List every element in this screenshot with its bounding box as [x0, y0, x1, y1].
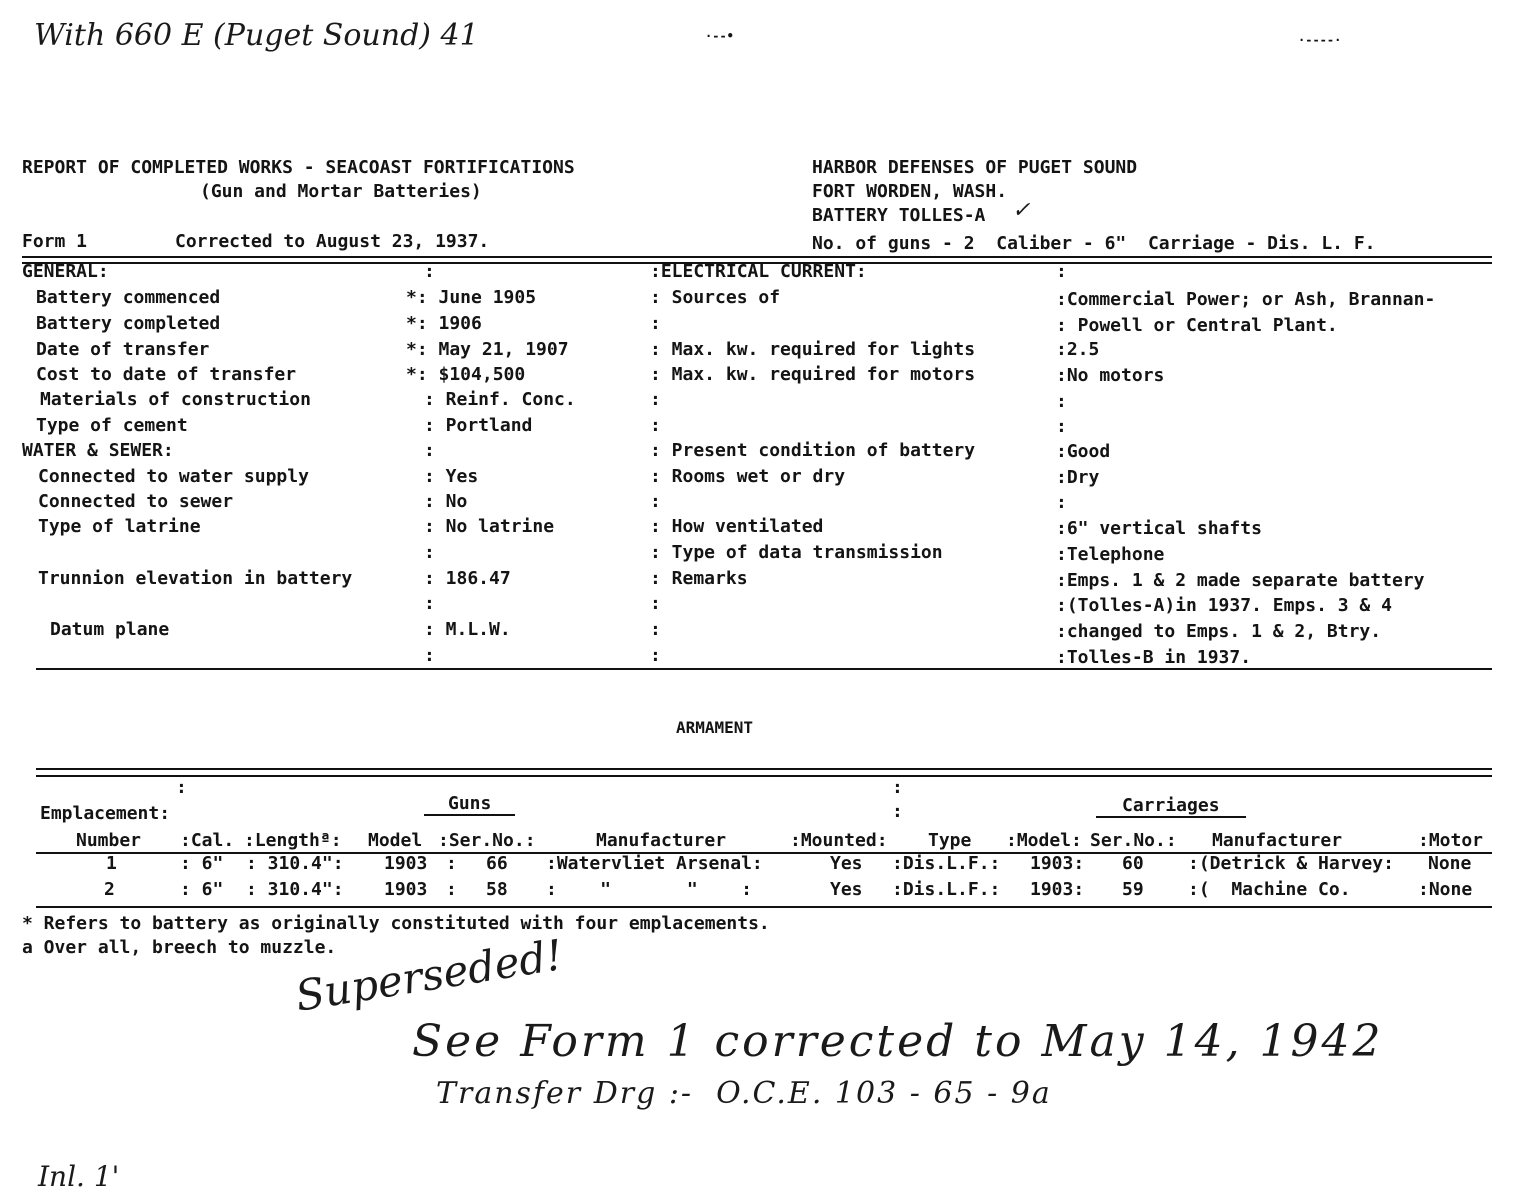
electrical-label: :	[650, 619, 661, 640]
general-value: *: 1906	[406, 313, 482, 334]
form-number: Form 1	[22, 231, 88, 252]
row1-type: :Dis.L.F.:	[892, 853, 1001, 874]
row1-number: 1	[106, 853, 117, 874]
check-mark: ✓	[1012, 198, 1031, 223]
electrical-label: :	[650, 645, 661, 666]
armament-heading: ARMAMENT	[676, 718, 754, 737]
handwritten-transfer-drawing: Transfer Drg :- O.C.E. 103 - 65 - 9a	[436, 1076, 1052, 1111]
electrical-value: :Dry	[1056, 467, 1100, 488]
col-header-manufacturer: Manufacturer	[596, 830, 727, 851]
row2-length: : 310.4":	[246, 879, 344, 900]
electrical-value: : Powell or Central Plant.	[1056, 315, 1338, 336]
separator: :	[446, 853, 457, 874]
electrical-label: :	[650, 593, 661, 614]
row1-cal: : 6"	[180, 853, 224, 874]
separator: :	[424, 645, 435, 666]
row1-carriage-model: 1903:	[1030, 853, 1085, 874]
footnote-star: * Refers to battery as originally constituted with four emplacements.	[22, 913, 770, 934]
armament-top-rule	[36, 775, 1492, 777]
col-header-carriage-manufacturer: Manufacturer	[1212, 830, 1343, 851]
electrical-value: :Commercial Power; or Ash, Brannan-	[1056, 289, 1436, 310]
general-value: *: June 1905	[406, 287, 537, 308]
electrical-value: :Telephone	[1056, 544, 1165, 565]
general-value: *: May 21, 1907	[406, 339, 569, 360]
electrical-value: :Tolles-B in 1937.	[1056, 647, 1252, 668]
emplacement-header: Emplacement:	[40, 803, 171, 824]
fort-name: FORT WORDEN, WASH.	[812, 181, 1008, 202]
row1-carriage-manufacturer: :(Detrick & Harvey:	[1188, 853, 1394, 874]
water-value: : Yes	[424, 466, 479, 487]
general-heading: GENERAL:	[22, 261, 109, 282]
guns-caliber-carriage: No. of guns - 2 Caliber - 6" Carriage - Dis. L. F.	[812, 233, 1376, 254]
row1-manufacturer: :Watervliet Arsenal:	[546, 853, 763, 874]
section-bottom-rule	[36, 668, 1492, 670]
corrected-date: Corrected to August 23, 1937.	[175, 231, 490, 252]
header-rule	[22, 256, 1492, 258]
general-value: : Reinf. Conc.	[424, 389, 576, 410]
row2-number: 2	[104, 879, 115, 900]
general-value: : Portland	[424, 415, 533, 436]
water-value: : No latrine	[424, 516, 555, 537]
water-value: : No	[424, 491, 468, 512]
col-header-serno: :Ser.No.:	[438, 830, 536, 851]
carriages-group-header: Carriages	[1096, 796, 1246, 818]
water-label: Type of latrine	[38, 516, 201, 537]
row2-mounted: Yes	[830, 879, 863, 900]
harbor-defenses: HARBOR DEFENSES OF PUGET SOUND	[812, 157, 1138, 178]
row2-carriage-manufacturer: :( Machine Co.	[1188, 879, 1351, 900]
row2-carriage-serno: 59	[1122, 879, 1144, 900]
row2-model: 1903	[384, 879, 428, 900]
separator: :	[424, 261, 435, 282]
electrical-value: :	[1056, 391, 1067, 412]
stray-mark: ·--•	[705, 29, 734, 43]
electrical-label: : Remarks	[650, 568, 748, 589]
row2-cal: : 6"	[180, 879, 224, 900]
stray-mark: ·----·	[1298, 33, 1342, 47]
electrical-value: :2.5	[1056, 339, 1100, 360]
water-heading: WATER & SEWER:	[22, 440, 174, 461]
general-label: Battery commenced	[36, 287, 221, 308]
report-subtitle: (Gun and Mortar Batteries)	[200, 181, 482, 202]
row2-carriage-model: 1903:	[1030, 879, 1085, 900]
general-value: *: $104,500	[406, 364, 526, 385]
electrical-label: : How ventilated	[650, 516, 824, 537]
electrical-value: :6" vertical shafts	[1056, 518, 1262, 539]
electrical-label: : Sources of	[650, 287, 781, 308]
electrical-heading: :ELECTRICAL CURRENT:	[650, 261, 867, 282]
guns-group-header: Guns	[424, 794, 515, 816]
col-header-length: :Lengthª:	[244, 830, 342, 851]
electrical-label: : Max. kw. required for lights	[650, 339, 976, 360]
electrical-label: :	[650, 415, 661, 436]
handwritten-superseded: Superseded!	[292, 930, 567, 1021]
electrical-label: :	[650, 313, 661, 334]
electrical-value: :	[1056, 492, 1067, 513]
row1-serno: 66	[486, 853, 508, 874]
electrical-label: :	[650, 491, 661, 512]
electrical-value: :Good	[1056, 441, 1111, 462]
row1-model: 1903	[384, 853, 428, 874]
row2-manufacturer: : " " :	[546, 879, 752, 900]
row2-motor: :None	[1418, 879, 1473, 900]
separator: :	[446, 879, 457, 900]
electrical-label: : Present condition of battery	[650, 440, 976, 461]
row1-carriage-serno: 60	[1122, 853, 1144, 874]
row1-mounted: Yes	[830, 853, 863, 874]
general-label: Cost to date of transfer	[36, 364, 297, 385]
armament-bottom-rule	[36, 906, 1492, 908]
row1-length: : 310.4":	[246, 853, 344, 874]
col-header-carriage-model: :Model:	[1006, 830, 1082, 851]
general-label: Battery completed	[36, 313, 221, 334]
col-header-mounted: :Mounted:	[790, 830, 888, 851]
general-label: Type of cement	[36, 415, 188, 436]
handwritten-see-form: See Form 1 corrected to May 14, 1942	[412, 1016, 1384, 1067]
row2-serno: 58	[486, 879, 508, 900]
electrical-label: : Rooms wet or dry	[650, 466, 846, 487]
armament-top-rule	[36, 768, 1492, 770]
report-title: REPORT OF COMPLETED WORKS - SEACOAST FORTIFICATIONS	[22, 157, 575, 178]
separator: :	[424, 593, 435, 614]
general-label: Materials of construction	[40, 389, 311, 410]
col-header-carriage-serno: Ser.No.:	[1090, 830, 1177, 851]
number-header: Number	[76, 830, 142, 851]
row2-type: :Dis.L.F.:	[892, 879, 1001, 900]
electrical-label: : Type of data transmission	[650, 542, 943, 563]
footnote-a: a Over all, breech to muzzle.	[22, 937, 337, 958]
handwritten-top-note: With 660 E (Puget Sound) 41	[34, 18, 479, 53]
battery-name: BATTERY TOLLES-A	[812, 205, 986, 226]
datum-label: Datum plane	[50, 619, 170, 640]
trunnion-label: Trunnion elevation in battery	[38, 568, 353, 589]
separator: :	[176, 777, 187, 798]
water-label: Connected to sewer	[38, 491, 234, 512]
electrical-value: :No motors	[1056, 365, 1165, 386]
separator: :	[892, 801, 903, 822]
electrical-value: :Emps. 1 & 2 made separate battery	[1056, 570, 1425, 591]
electrical-value: :	[1056, 416, 1067, 437]
col-header-motor: :Motor	[1418, 830, 1484, 851]
col-header-cal: :Cal.	[180, 830, 235, 851]
separator: :	[1056, 261, 1067, 282]
electrical-value: :(Tolles-A)in 1937. Emps. 3 & 4	[1056, 595, 1392, 616]
electrical-value: :changed to Emps. 1 & 2, Btry.	[1056, 621, 1382, 642]
electrical-label: :	[650, 389, 661, 410]
datum-value: : M.L.W.	[424, 619, 511, 640]
electrical-label: : Max. kw. required for motors	[650, 364, 976, 385]
trunnion-value: : 186.47	[424, 568, 511, 589]
water-label: Connected to water supply	[38, 466, 309, 487]
handwritten-initials: Inl. 1'	[38, 1160, 120, 1193]
separator: :	[424, 440, 435, 461]
col-header-model: Model	[368, 830, 423, 851]
general-label: Date of transfer	[36, 339, 210, 360]
row1-motor: None	[1428, 853, 1472, 874]
separator: :	[424, 542, 435, 563]
col-header-type: Type	[928, 830, 972, 851]
separator: :	[892, 777, 903, 798]
